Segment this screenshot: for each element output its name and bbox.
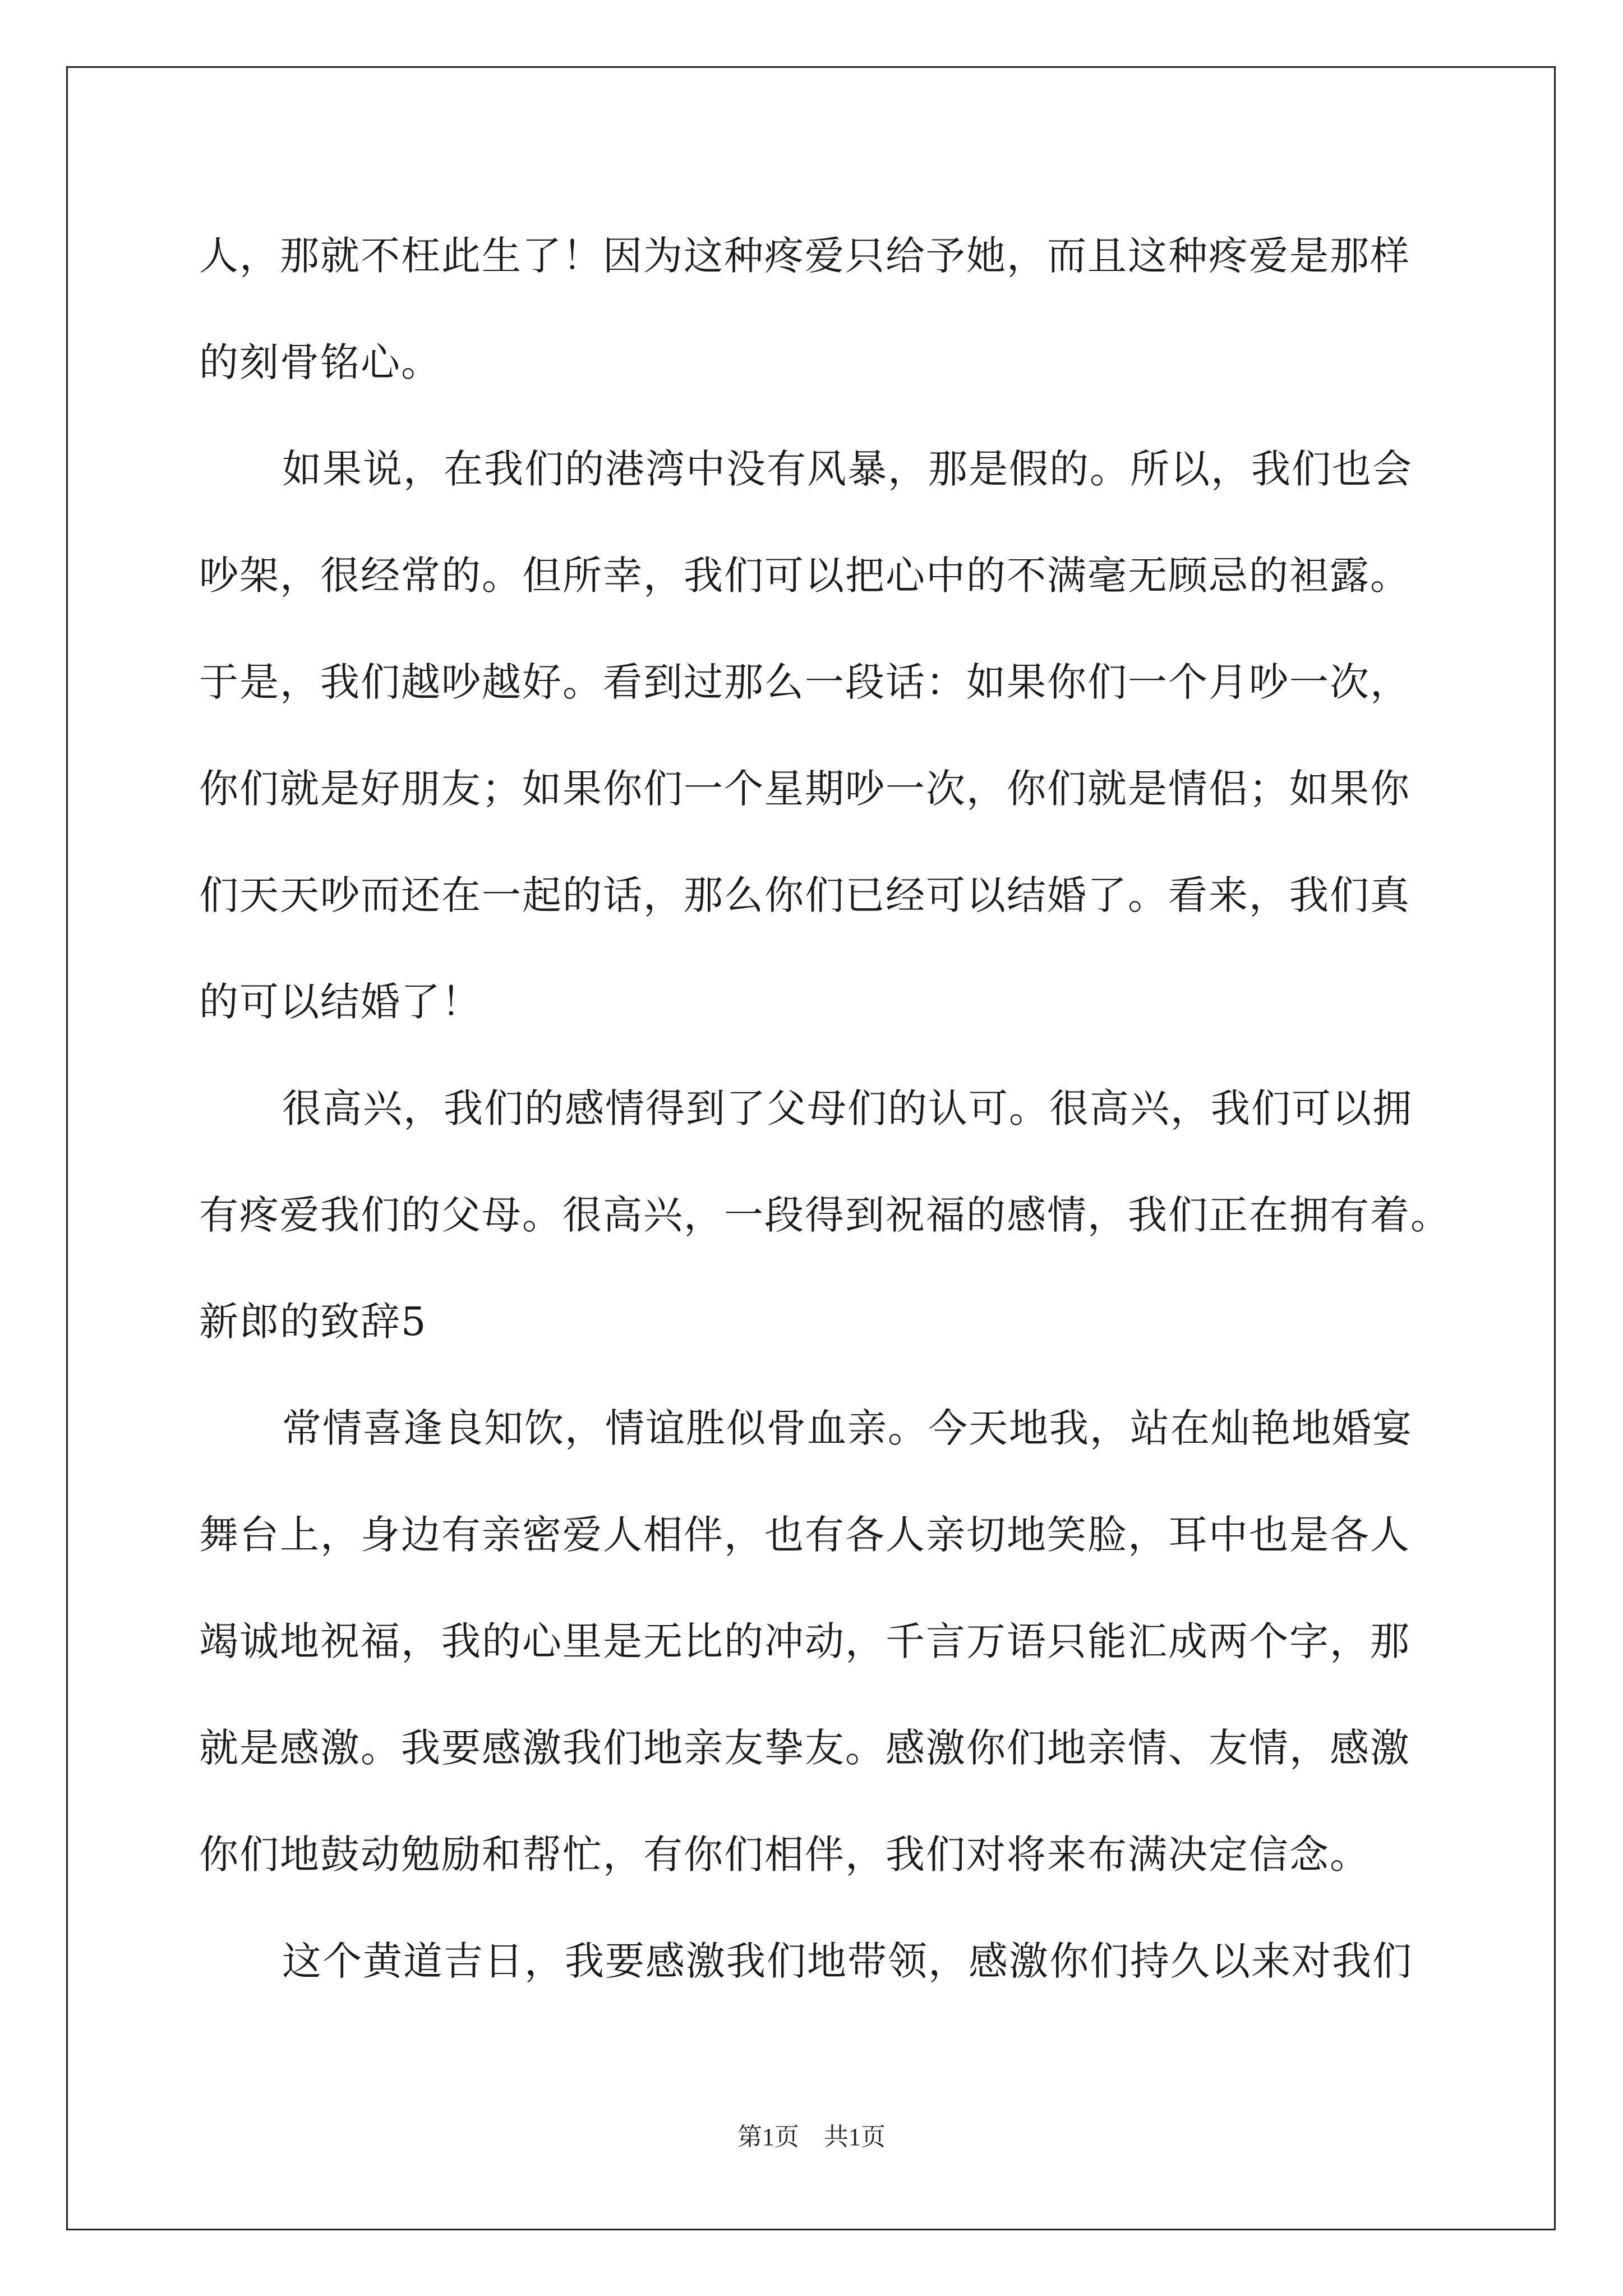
text-line: 你们地鼓动勉励和帮忙，有你们相伴，我们对将来布满决定信念。 <box>199 1832 1370 1878</box>
text-line: 有疼爱我们的父母。很高兴，一段得到祝福的感情，我们正在拥有着。 <box>199 1192 1451 1238</box>
text-line: 竭诚地祝福，我的心里是无比的冲动，千言万语只能汇成两个字，那 <box>199 1618 1410 1664</box>
text-line: 人，那就不枉此生了！因为这种疼爱只给予她，而且这种疼爱是那样 <box>199 233 1410 279</box>
text-line: 如果说，在我们的港湾中没有风暴，那是假的。所以，我们也会 <box>282 446 1413 492</box>
section-heading: 新郎的致辞5 <box>199 1299 427 1345</box>
text-line: 舞台上，身边有亲密爱人相伴，也有各人亲切地笑脸，耳中也是各人 <box>199 1512 1410 1558</box>
text-line: 就是感激。我要感激我们地亲友挚友。感激你们地亲情、友情，感激 <box>199 1725 1410 1771</box>
text-line: 的可以结婚了！ <box>199 979 482 1025</box>
text-line: 于是，我们越吵越好。看到过那么一段话：如果你们一个月吵一次， <box>199 659 1410 705</box>
document-body <box>199 222 1451 2034</box>
page-number-footer: 第1页 共1页 <box>737 2123 886 2151</box>
text-line: 常情喜逢良知饮，情谊胜似骨血亲。今天地我，站在灿艳地婚宴 <box>282 1405 1413 1451</box>
text-line: 们天天吵而还在一起的话，那么你们已经可以结婚了。看来，我们真 <box>199 872 1410 918</box>
text-line: 这个黄道吉日，我要感激我们地带领，感激你们持久以来对我们 <box>282 1938 1413 1984</box>
text-line: 的刻骨铭心。 <box>199 339 441 385</box>
text-line: 吵架，很经常的。但所幸，我们可以把心中的不满毫无顾忌的袒露。 <box>199 553 1410 599</box>
text-line: 你们就是好朋友；如果你们一个星期吵一次，你们就是情侣；如果你 <box>199 766 1410 812</box>
text-line: 很高兴，我们的感情得到了父母们的认可。很高兴，我们可以拥 <box>282 1085 1413 1131</box>
